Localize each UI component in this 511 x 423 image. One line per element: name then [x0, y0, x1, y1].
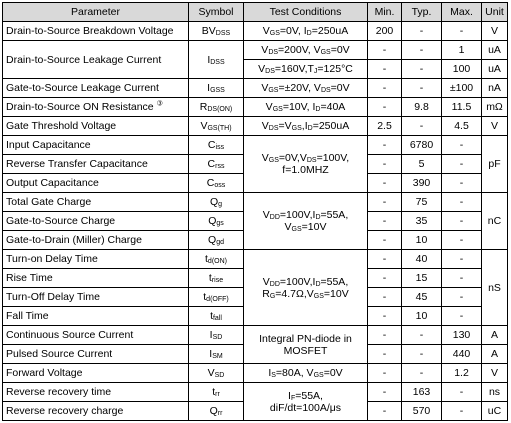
- max-cell: -: [442, 231, 482, 250]
- unit-cell: pF: [482, 136, 508, 193]
- param-cell: Turn-on Delay Time: [3, 250, 189, 269]
- table-row: [3, 41, 508, 60]
- condition-cell: $V_{GS}=0V,V_{DS}=100V$, f=1.0MHZ: [244, 136, 368, 193]
- typ-cell: 163: [402, 383, 442, 402]
- min-cell: -: [368, 212, 402, 231]
- param-cell: Forward Voltage: [3, 364, 189, 383]
- symbol-cell: $Q_g$: [189, 193, 244, 212]
- typ-cell: 40: [402, 250, 442, 269]
- max-cell: 130: [442, 326, 482, 345]
- table-row: [3, 98, 508, 117]
- condition-cell: Integral PN-diode in MOSFET: [244, 326, 368, 364]
- param-cell: Fall Time: [3, 307, 189, 326]
- symbol-cell: $C_{oss}$: [189, 174, 244, 193]
- condition-cell: $V_{DD}=100V,I_D=55A$, $V_{GS}=10V$: [244, 193, 368, 250]
- min-cell: -: [368, 193, 402, 212]
- unit-cell: nA: [482, 79, 508, 98]
- min-cell: -: [368, 402, 402, 421]
- max-cell: -: [442, 269, 482, 288]
- unit-cell: V: [482, 117, 508, 136]
- max-cell: 100: [442, 60, 482, 79]
- table-row: [3, 136, 508, 155]
- param-cell: Reverse recovery charge: [3, 402, 189, 421]
- unit-cell: mΩ: [482, 98, 508, 117]
- min-cell: -: [368, 174, 402, 193]
- symbol-cell: $t_{rr}$: [189, 383, 244, 402]
- min-cell: -: [368, 364, 402, 383]
- col-symbol: Symbol: [189, 3, 244, 22]
- typ-cell: -: [402, 345, 442, 364]
- symbol-cell: $V_{GS(TH)}$: [189, 117, 244, 136]
- table-row: [3, 383, 508, 402]
- param-cell: Reverse recovery time: [3, 383, 189, 402]
- unit-cell: A: [482, 326, 508, 345]
- spec-table: [2, 2, 508, 421]
- header-row: [3, 3, 508, 22]
- typ-cell: 45: [402, 288, 442, 307]
- unit-cell: V: [482, 22, 508, 41]
- col-max: Max.: [442, 3, 482, 22]
- table-row: [3, 364, 508, 383]
- typ-cell: 75: [402, 193, 442, 212]
- condition-cell: $V_{DS}=V_{GS},I_D=250uA$: [244, 117, 368, 136]
- param-cell: Gate-to-Source Charge: [3, 212, 189, 231]
- condition-cell: $V_{DS}=200V$, $V_{GS}=0V$: [244, 41, 368, 60]
- unit-cell: uA: [482, 60, 508, 79]
- unit-cell: nS: [482, 250, 508, 326]
- min-cell: -: [368, 60, 402, 79]
- typ-cell: 5: [402, 155, 442, 174]
- min-cell: -: [368, 79, 402, 98]
- unit-cell: nC: [482, 193, 508, 250]
- col-min: Min.: [368, 3, 402, 22]
- col-typ: Typ.: [402, 3, 442, 22]
- table-row: [3, 193, 508, 212]
- min-cell: -: [368, 136, 402, 155]
- param-cell: Drain-to-Source Breakdown Voltage: [3, 22, 189, 41]
- min-cell: -: [368, 250, 402, 269]
- max-cell: 440: [442, 345, 482, 364]
- typ-cell: 35: [402, 212, 442, 231]
- max-cell: -: [442, 174, 482, 193]
- param-cell: Pulsed Source Current: [3, 345, 189, 364]
- col-test-conditions: Test Conditions: [244, 3, 368, 22]
- table-row: [3, 326, 508, 345]
- symbol-cell: $Q_{gd}$: [189, 231, 244, 250]
- symbol-cell: $C_{iss}$: [189, 136, 244, 155]
- param-cell: Reverse Transfer Capacitance: [3, 155, 189, 174]
- max-cell: 4.5: [442, 117, 482, 136]
- typ-cell: -: [402, 41, 442, 60]
- symbol-cell: $V_{SD}$: [189, 364, 244, 383]
- param-cell: Gate-to-Source Leakage Current: [3, 79, 189, 98]
- param-cell: Total Gate Charge: [3, 193, 189, 212]
- max-cell: -: [442, 155, 482, 174]
- min-cell: -: [368, 155, 402, 174]
- unit-cell: uA: [482, 41, 508, 60]
- typ-cell: -: [402, 60, 442, 79]
- max-cell: -: [442, 250, 482, 269]
- condition-cell: $V_{GS}=0V$, $I_D=250uA$: [244, 22, 368, 41]
- max-cell: -: [442, 212, 482, 231]
- table-row: [3, 79, 508, 98]
- max-cell: -: [442, 383, 482, 402]
- unit-cell: V: [482, 364, 508, 383]
- table-row: [3, 250, 508, 269]
- min-cell: -: [368, 98, 402, 117]
- param-cell: Rise Time: [3, 269, 189, 288]
- max-cell: -: [442, 402, 482, 421]
- typ-cell: 10: [402, 307, 442, 326]
- min-cell: -: [368, 383, 402, 402]
- param-cell: Input Capacitance: [3, 136, 189, 155]
- symbol-cell: $t_{d(OFF)}$: [189, 288, 244, 307]
- min-cell: -: [368, 269, 402, 288]
- typ-cell: 10: [402, 231, 442, 250]
- min-cell: -: [368, 288, 402, 307]
- table-row: [3, 117, 508, 136]
- typ-cell: 9.8: [402, 98, 442, 117]
- param-cell: Turn-Off Delay Time: [3, 288, 189, 307]
- max-cell: -: [442, 288, 482, 307]
- symbol-cell: $Q_{gs}$: [189, 212, 244, 231]
- typ-cell: 390: [402, 174, 442, 193]
- unit-cell: uC: [482, 402, 508, 421]
- typ-cell: -: [402, 117, 442, 136]
- max-cell: 11.5: [442, 98, 482, 117]
- condition-cell: $V_{DD}=100V,I_D=55A$, $R_G=4.7\Omega,V_{GS}=10V$: [244, 250, 368, 326]
- typ-cell: 15: [402, 269, 442, 288]
- typ-cell: 570: [402, 402, 442, 421]
- symbol-cell: $R_{DS(ON)}$: [189, 98, 244, 117]
- symbol-cell: $t_{fall}$: [189, 307, 244, 326]
- symbol-cell: $I_{SM}$: [189, 345, 244, 364]
- symbol-cell: $I_{DSS}$: [189, 41, 244, 79]
- min-cell: -: [368, 326, 402, 345]
- typ-cell: -: [402, 79, 442, 98]
- table-row: [3, 22, 508, 41]
- condition-cell: $V_{DS}=160V,T_J=125^\circ C$: [244, 60, 368, 79]
- param-cell: Gate Threshold Voltage: [3, 117, 189, 136]
- symbol-cell: $Q_{rr}$: [189, 402, 244, 421]
- col-unit: Unit: [482, 3, 508, 22]
- unit-cell: A: [482, 345, 508, 364]
- unit-cell: ns: [482, 383, 508, 402]
- symbol-cell: $t_{d(ON)}$: [189, 250, 244, 269]
- typ-cell: -: [402, 326, 442, 345]
- param-cell: Continuous Source Current: [3, 326, 189, 345]
- max-cell: 1: [442, 41, 482, 60]
- footnote-mark: ③: [156, 100, 163, 108]
- condition-cell: $V_{GS}=\pm 20V$, $V_{DS}=0V$: [244, 79, 368, 98]
- typ-cell: -: [402, 22, 442, 41]
- max-cell: -: [442, 22, 482, 41]
- max-cell: 1.2: [442, 364, 482, 383]
- param-cell: Drain-to-Source Leakage Current: [3, 41, 189, 79]
- max-cell: -: [442, 193, 482, 212]
- col-parameter: Parameter: [3, 3, 189, 22]
- min-cell: -: [368, 345, 402, 364]
- min-cell: -: [368, 231, 402, 250]
- param-cell: Output Capacitance: [3, 174, 189, 193]
- max-cell: ±100: [442, 79, 482, 98]
- symbol-cell: $t_{rise}$: [189, 269, 244, 288]
- min-cell: 2.5: [368, 117, 402, 136]
- min-cell: 200: [368, 22, 402, 41]
- typ-cell: 6780: [402, 136, 442, 155]
- condition-cell: $I_F=55A$, diF/dt=100A/μs: [244, 383, 368, 421]
- symbol-cell: $C_{rss}$: [189, 155, 244, 174]
- param-cell: Gate-to-Drain (Miller) Charge: [3, 231, 189, 250]
- symbol-cell: $I_{SD}$: [189, 326, 244, 345]
- typ-cell: -: [402, 364, 442, 383]
- symbol-cell: $I_{GSS}$: [189, 79, 244, 98]
- condition-cell: $I_S=80A$, $V_{GS}=0V$: [244, 364, 368, 383]
- max-cell: -: [442, 136, 482, 155]
- min-cell: -: [368, 307, 402, 326]
- param-cell: Drain-to-Source ON Resistance ③: [3, 98, 189, 117]
- symbol-cell: $BV_{DSS}$: [189, 22, 244, 41]
- min-cell: -: [368, 41, 402, 60]
- condition-cell: $V_{GS}=10V$, $I_D=40A$: [244, 98, 368, 117]
- max-cell: -: [442, 307, 482, 326]
